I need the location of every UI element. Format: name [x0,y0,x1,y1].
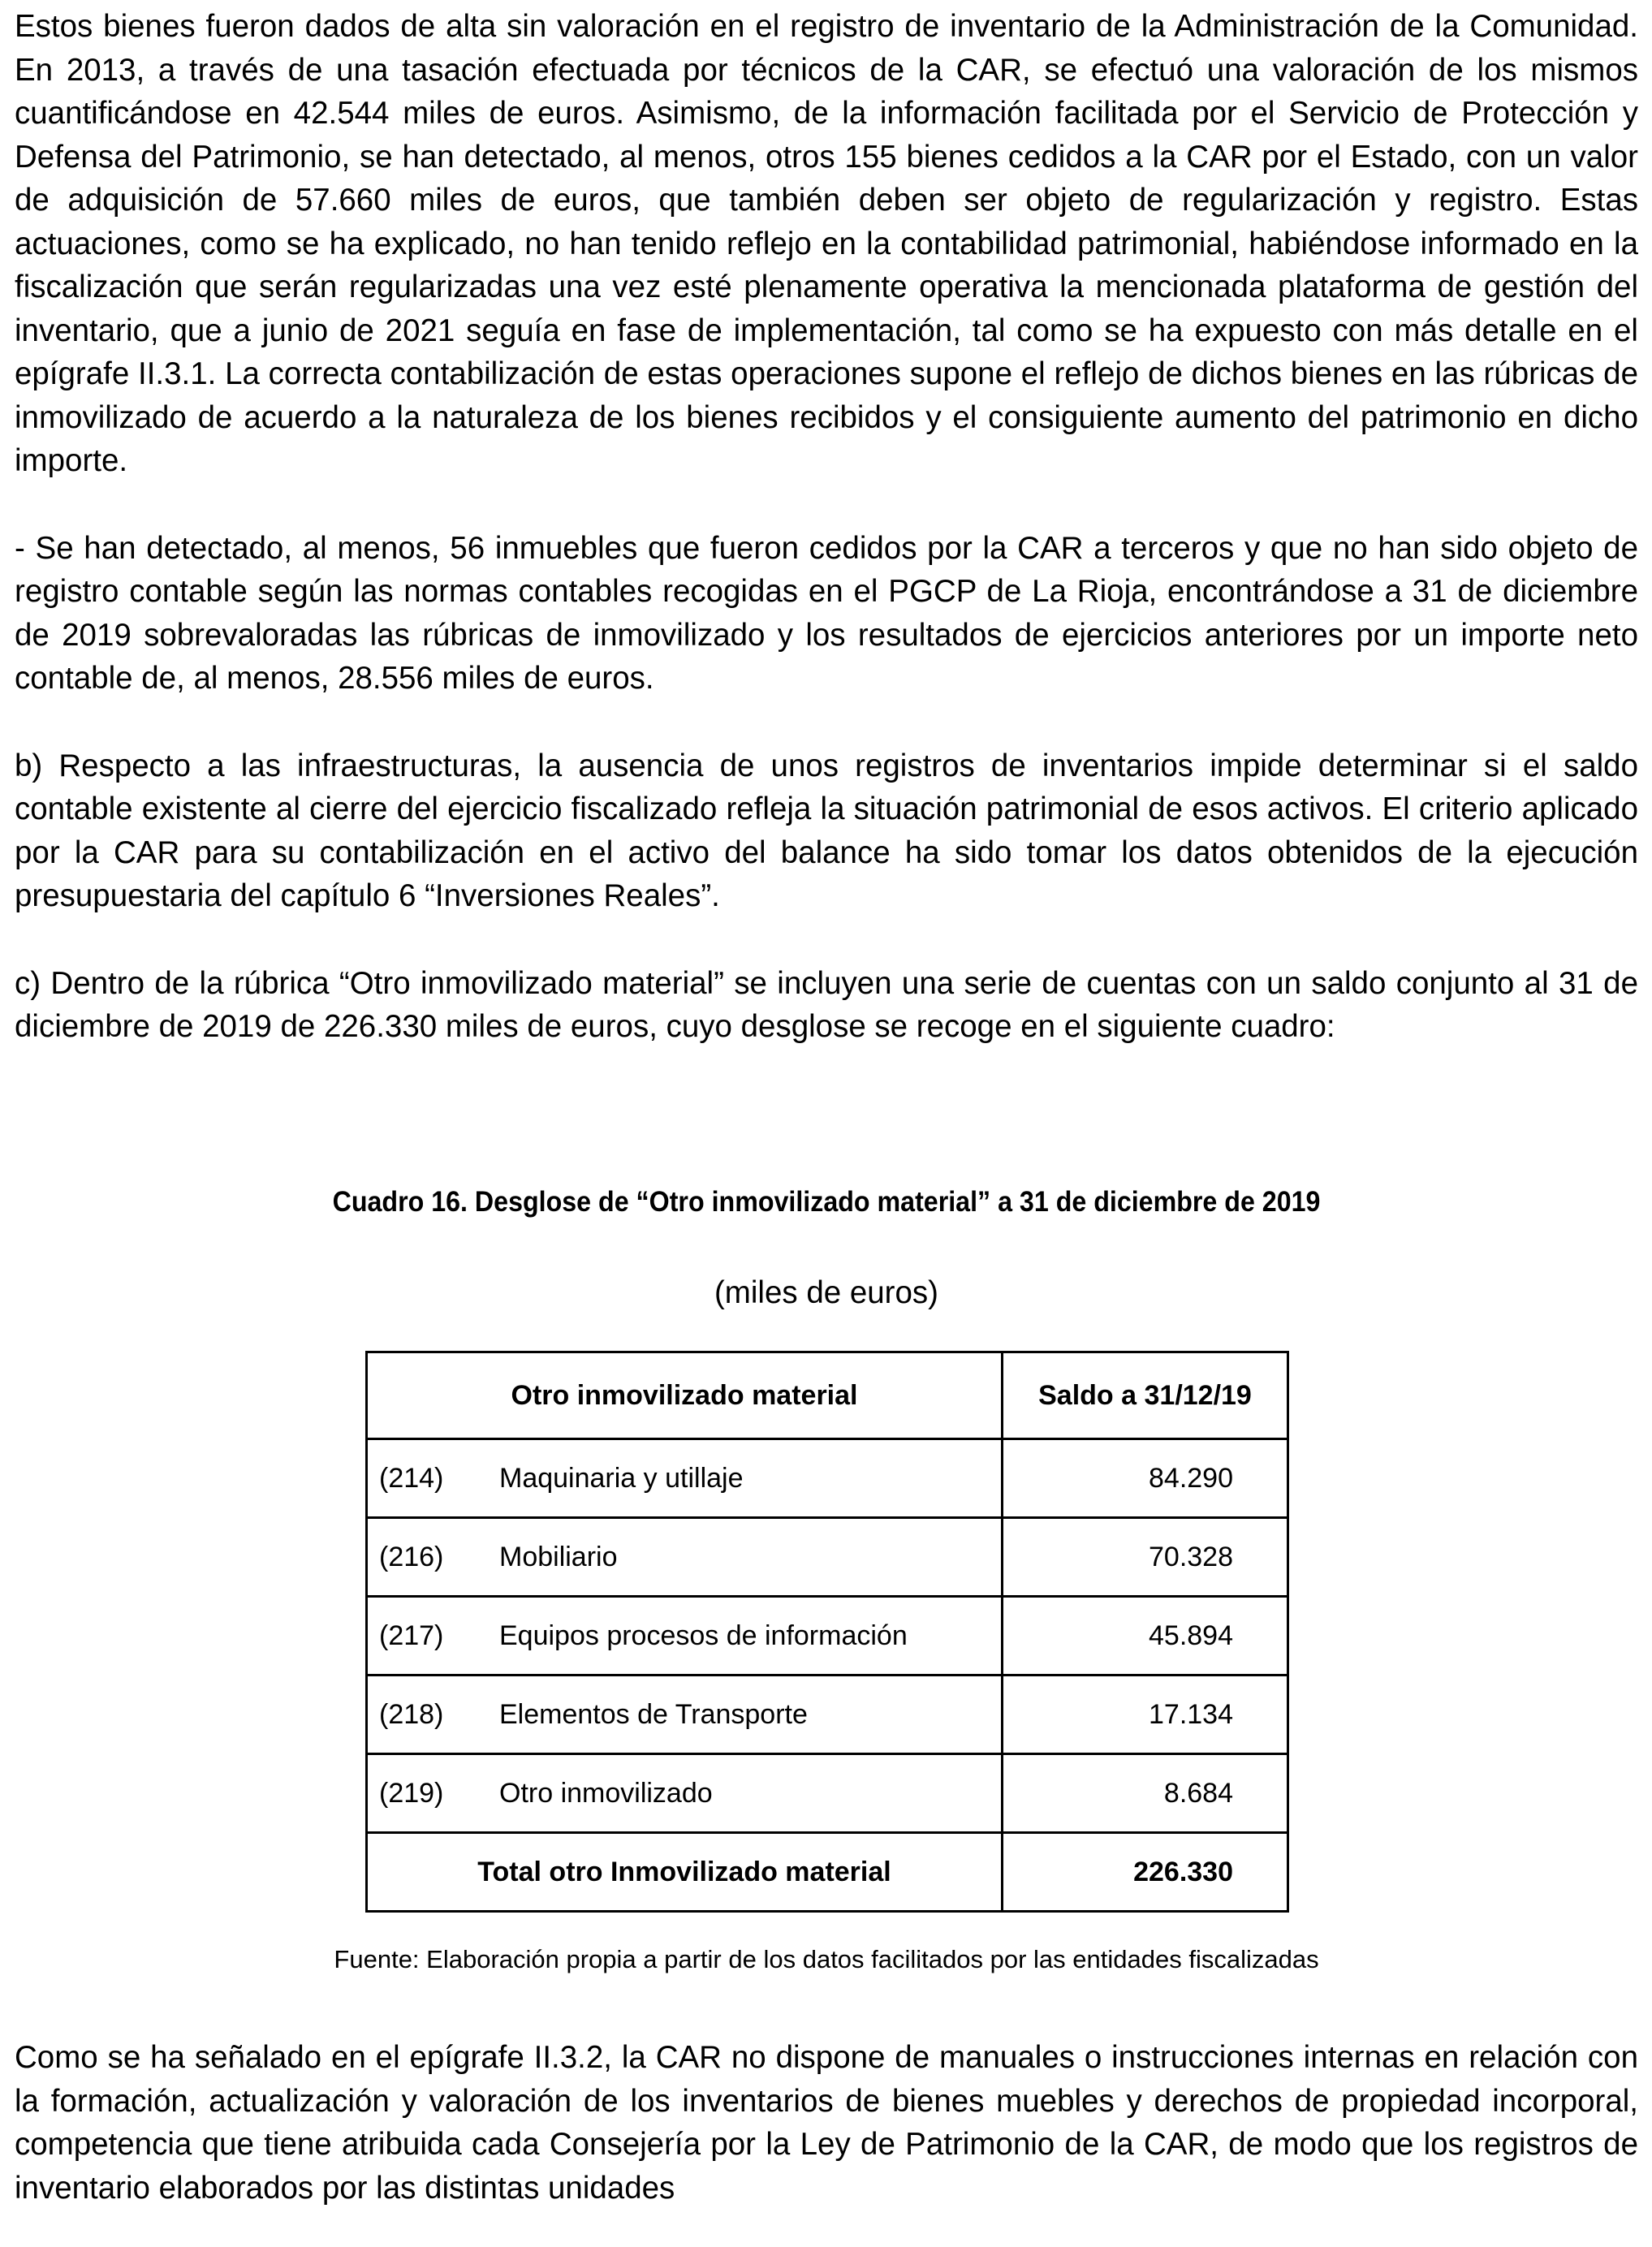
paragraph-valoracion-bienes: Estos bienes fueron dados de alta sin valoración en el registro de inventario de la Administración de la Comunidad. En 2013, a través de una tasación efectuada por técnicos de la CAR, se efectuó una valoración de los mismos cuantificándose en 42.544 miles de euros. Asimismo, de la información facilitada por el Servicio de Protección y Defensa del Patrimonio, se han detectado, al menos, otros 155 bienes cedidos a la CAR por el Estado, con un valor de adquisición de 57.660 miles de euros, que también deben ser objeto de regularización y registro. Estas actuaciones, como se ha explicado, no han tenido reflejo en la contabilidad patrimonial, habiéndose informado en la fiscalización que serán regularizadas una vez esté plenamente operativa la mencionada plataforma de gestión del inventario, que a junio de 2021 seguía en fase de implementación, tal como se ha expuesto con más detalle en el epígrafe II.3.1. La correcta contabilización de estas operaciones supone el reflejo de dichos bienes en las rúbricas de inmovilizado de acuerdo a la naturaleza de los bienes recibidos y el consiguiente aumento del patrimonio en dicho importe. [15,9,1638,478]
account-code: (219) [379,1777,444,1809]
row-concept [367,1676,1003,1754]
account-code: (214) [379,1462,444,1494]
row-concept [367,1439,1003,1518]
table-header-row [367,1352,1288,1439]
header-balance: Saldo a 31/12/19 [1003,1352,1288,1439]
table-source: Fuente: Elaboración propia a partir de los datos facilitados por las entidades fiscalizadas [334,1945,1319,1973]
paragraph-manuales-inventario: Como se ha señalado en el epígrafe II.3.2, la CAR no dispone de manuales o instrucciones internas en relación con la formación, actualización y valoración de los inventarios de bienes muebles y derechos de propiedad incorporal, competencia que tiene atribuida cada Consejería por la Ley de Patrimonio de la CAR, de modo que los registros de inventario elaborados por las distintas unidades [15,2040,1638,2206]
account-code: (216) [379,1541,444,1572]
row-value: 70.328 [1003,1518,1288,1597]
row-value: 84.290 [1003,1439,1288,1518]
row-value: 8.684 [1003,1754,1288,1833]
inmovilizado-table [365,1351,1289,1913]
paragraph-infraestructuras: b) Respecto a las infraestructuras, la ausencia de unos registros de inventarios impide determinar si el saldo contable existente al cierre del ejercicio fiscalizado refleja la situación patrimonial de esos activos. El criterio aplicado por la CAR para su contabilización en el activo del balance ha sido tomar los datos obtenidos de la ejecución presupuestaria del capítulo 6 “Inversiones Reales”. [15,748,1638,913]
total-value: 226.330 [1003,1833,1288,1912]
paragraph-inmuebles-cedidos: - Se han detectado, al menos, 56 inmuebles que fueron cedidos por la CAR a terceros y que no han sido objeto de registro contable según las normas contables recogidas en el PGCP de La Rioja, encontrándose a 31 de diciembre de 2019 sobrevaloradas las rúbricas de inmovilizado y los resultados de ejercicios anteriores por un importe neto contable de, al menos, 28.556 miles de euros. [15,530,1638,696]
account-code: (217) [379,1619,444,1651]
row-concept [367,1754,1003,1833]
table-row [367,1676,1288,1754]
table-caption: Cuadro 16. Desglose de “Otro inmovilizado material” a 31 de diciembre de 2019 [332,1186,1321,1218]
account-label: Otro inmovilizado [499,1777,713,1809]
account-label: Mobiliario [499,1541,618,1572]
document-page [15,5,1638,2206]
table-total-row [367,1833,1288,1912]
table-row [367,1439,1288,1518]
row-concept [367,1597,1003,1676]
account-label: Maquinaria y utillaje [499,1462,744,1494]
table-row [367,1754,1288,1833]
account-label: Elementos de Transporte [499,1698,808,1730]
table-row [367,1597,1288,1676]
account-code: (218) [379,1698,444,1730]
header-concept: Otro inmovilizado material [367,1352,1003,1439]
table-row [367,1518,1288,1597]
row-value: 17.134 [1003,1676,1288,1754]
paragraph-otro-inmovilizado: c) Dentro de la rúbrica “Otro inmovilizado material” se incluyen una serie de cuentas con un saldo conjunto al 31 de diciembre de 2019 de 226.330 miles de euros, cuyo desglose se recoge en el siguiente cuadro: [15,965,1638,1044]
row-concept [367,1518,1003,1597]
table-units: (miles de euros) [714,1275,938,1310]
row-value: 45.894 [1003,1597,1288,1676]
total-label: Total otro Inmovilizado material [367,1833,1003,1912]
account-label: Equipos procesos de información [499,1619,908,1651]
